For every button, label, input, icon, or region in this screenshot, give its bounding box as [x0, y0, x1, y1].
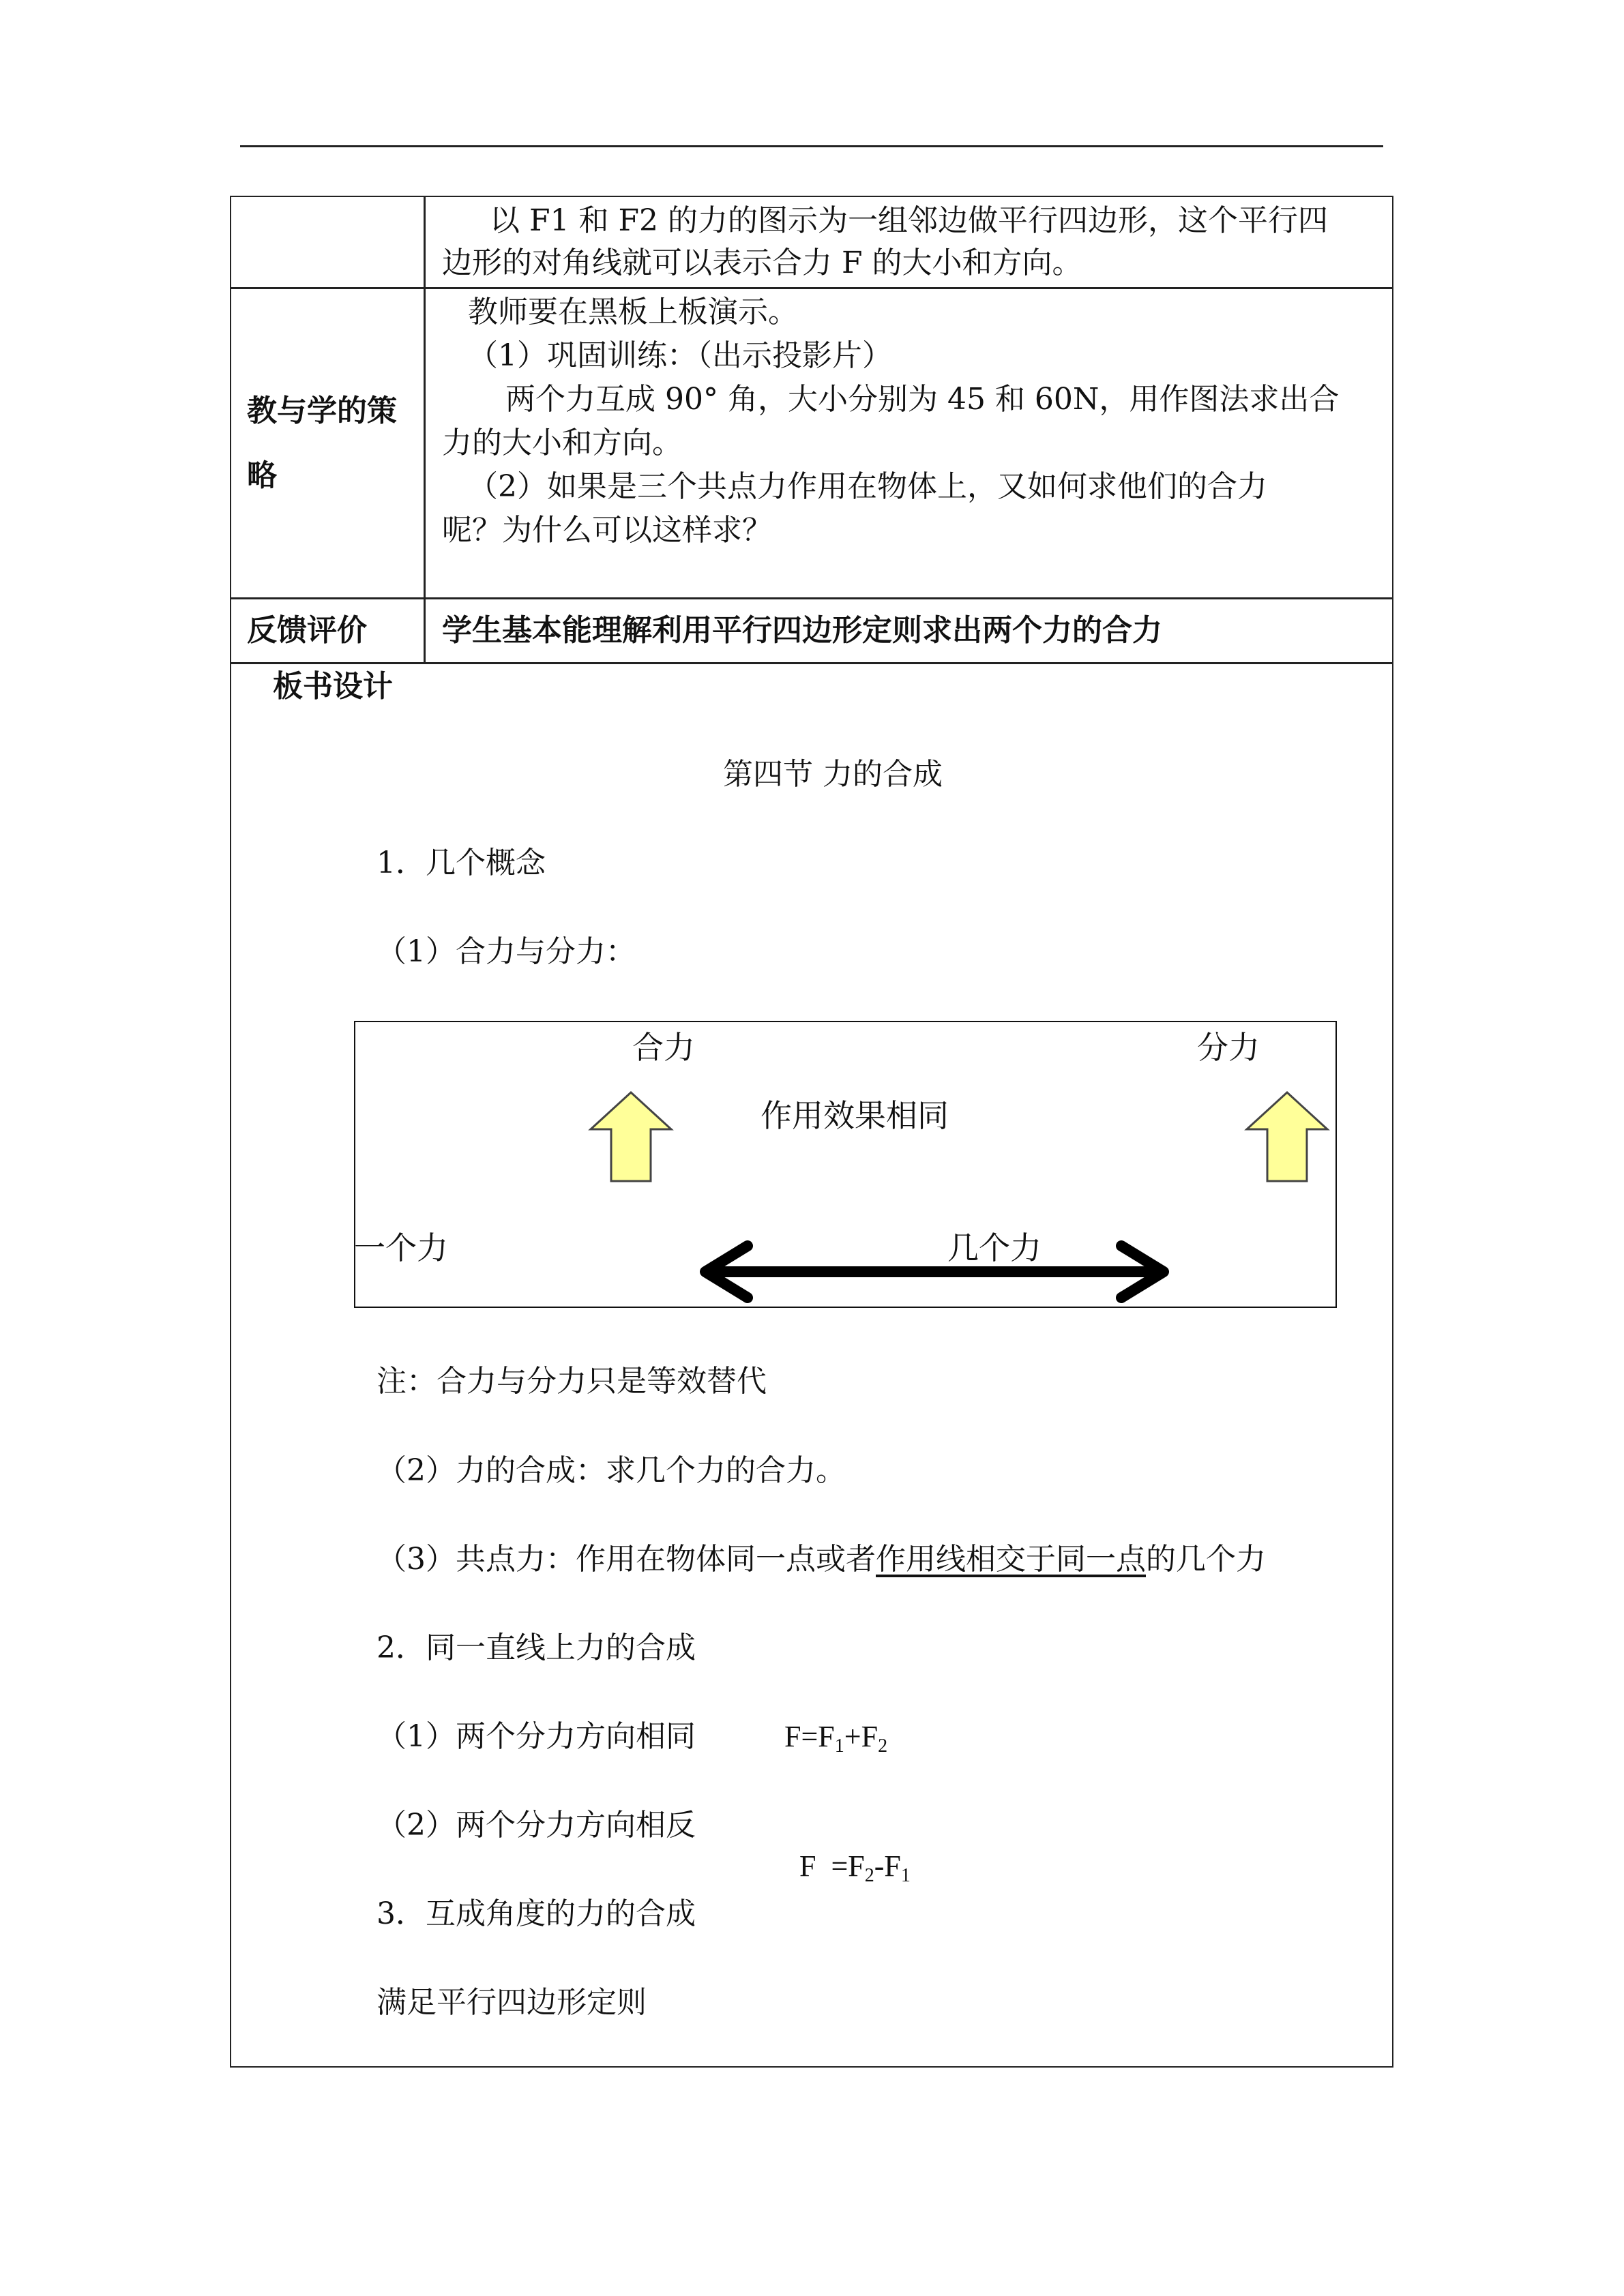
board-item2-1: （1）两个分力方向相同 — [377, 1719, 696, 1754]
board-item1-2: （2）力的合成：求几个力的合力。 — [377, 1453, 846, 1488]
strategy-line: 两个力互成 90° 角，大小分别为 45 和 60N，用作图法求出合 — [505, 382, 1340, 417]
formula-part: F=F — [784, 1720, 835, 1753]
formula-part: -F — [874, 1849, 901, 1883]
up-arrow-icon — [1243, 1090, 1331, 1184]
strategy-line: （1）巩固训练：（出示投影片） — [468, 338, 892, 373]
board-item2: 2．同一直线上力的合成 — [377, 1630, 696, 1665]
board-item1-3-pre: （3）共点力：作用在物体同一点或者 — [377, 1542, 876, 1577]
board-item1-3-underlined: 作用线相交于同一点 — [876, 1542, 1146, 1577]
strategy-line: （2）如果是三个共点力作用在物体上，又如何求他们的合力 — [468, 469, 1267, 504]
up-arrow-icon — [587, 1090, 675, 1184]
board-item1-3-post: 的几个力 — [1146, 1542, 1266, 1577]
diagram-center-label: 作用效果相同 — [761, 1097, 949, 1134]
board-note: 注：合力与分力只是等效替代 — [377, 1364, 767, 1399]
double-arrow-icon — [690, 1240, 1179, 1303]
board-item3: 3．互成角度的力的合成 — [377, 1896, 696, 1931]
row1-line2: 边形的对角线就可以表示合力 F 的大小和方向。 — [442, 245, 1082, 280]
table-column-divider — [424, 196, 426, 662]
board-item1-3 — [377, 1539, 1266, 1580]
feedback-label: 反馈评价 — [247, 613, 367, 648]
board-label: 板书设计 — [273, 669, 393, 704]
diagram-component-label: 分力 — [1197, 1029, 1260, 1066]
header-rule — [240, 145, 1383, 147]
formula-subscript: 2 — [864, 1865, 874, 1886]
strategy-line: 呢？为什么可以这样求？ — [442, 513, 772, 548]
row1-line1: 以 F1 和 F2 的力的图示为一组邻边做平行四边形，这个平行四 — [490, 203, 1328, 238]
table-row-divider — [230, 662, 1393, 664]
diagram-several-forces-label: 几个力 — [947, 1229, 1042, 1266]
board-item1-1: （1）合力与分力： — [377, 934, 636, 969]
formula-part: +F — [844, 1720, 879, 1753]
table-row-divider — [230, 597, 1393, 599]
table-row-divider — [230, 287, 1393, 289]
strategy-label-line2: 略 — [247, 458, 277, 493]
formula-subscript: 1 — [900, 1865, 911, 1886]
strategy-line: 教师要在黑板上板演示。 — [468, 295, 798, 329]
formula-opposite-direction — [784, 1805, 911, 1896]
board-item2-2: （2）两个分力方向相反 — [377, 1808, 696, 1843]
formula-same-direction — [784, 1716, 887, 1767]
feedback-content: 学生基本能理解利用平行四边形定则求出两个力的合力 — [442, 613, 1162, 648]
diagram-one-force-label: 一个力 — [354, 1229, 448, 1266]
diagram-resultant-label: 合力 — [632, 1029, 695, 1066]
board-title: 第四节 力的合成 — [723, 757, 943, 792]
strategy-line: 力的大小和方向。 — [442, 426, 682, 460]
strategy-label-line1: 教与学的策 — [247, 393, 397, 428]
board-item1: 1．几个概念 — [377, 846, 546, 880]
board-rule: 满足平行四边形定则 — [377, 1985, 647, 2020]
formula-subscript: 1 — [834, 1735, 844, 1757]
formula-subscript: 2 — [878, 1735, 888, 1757]
formula-part: F =F — [799, 1849, 865, 1883]
